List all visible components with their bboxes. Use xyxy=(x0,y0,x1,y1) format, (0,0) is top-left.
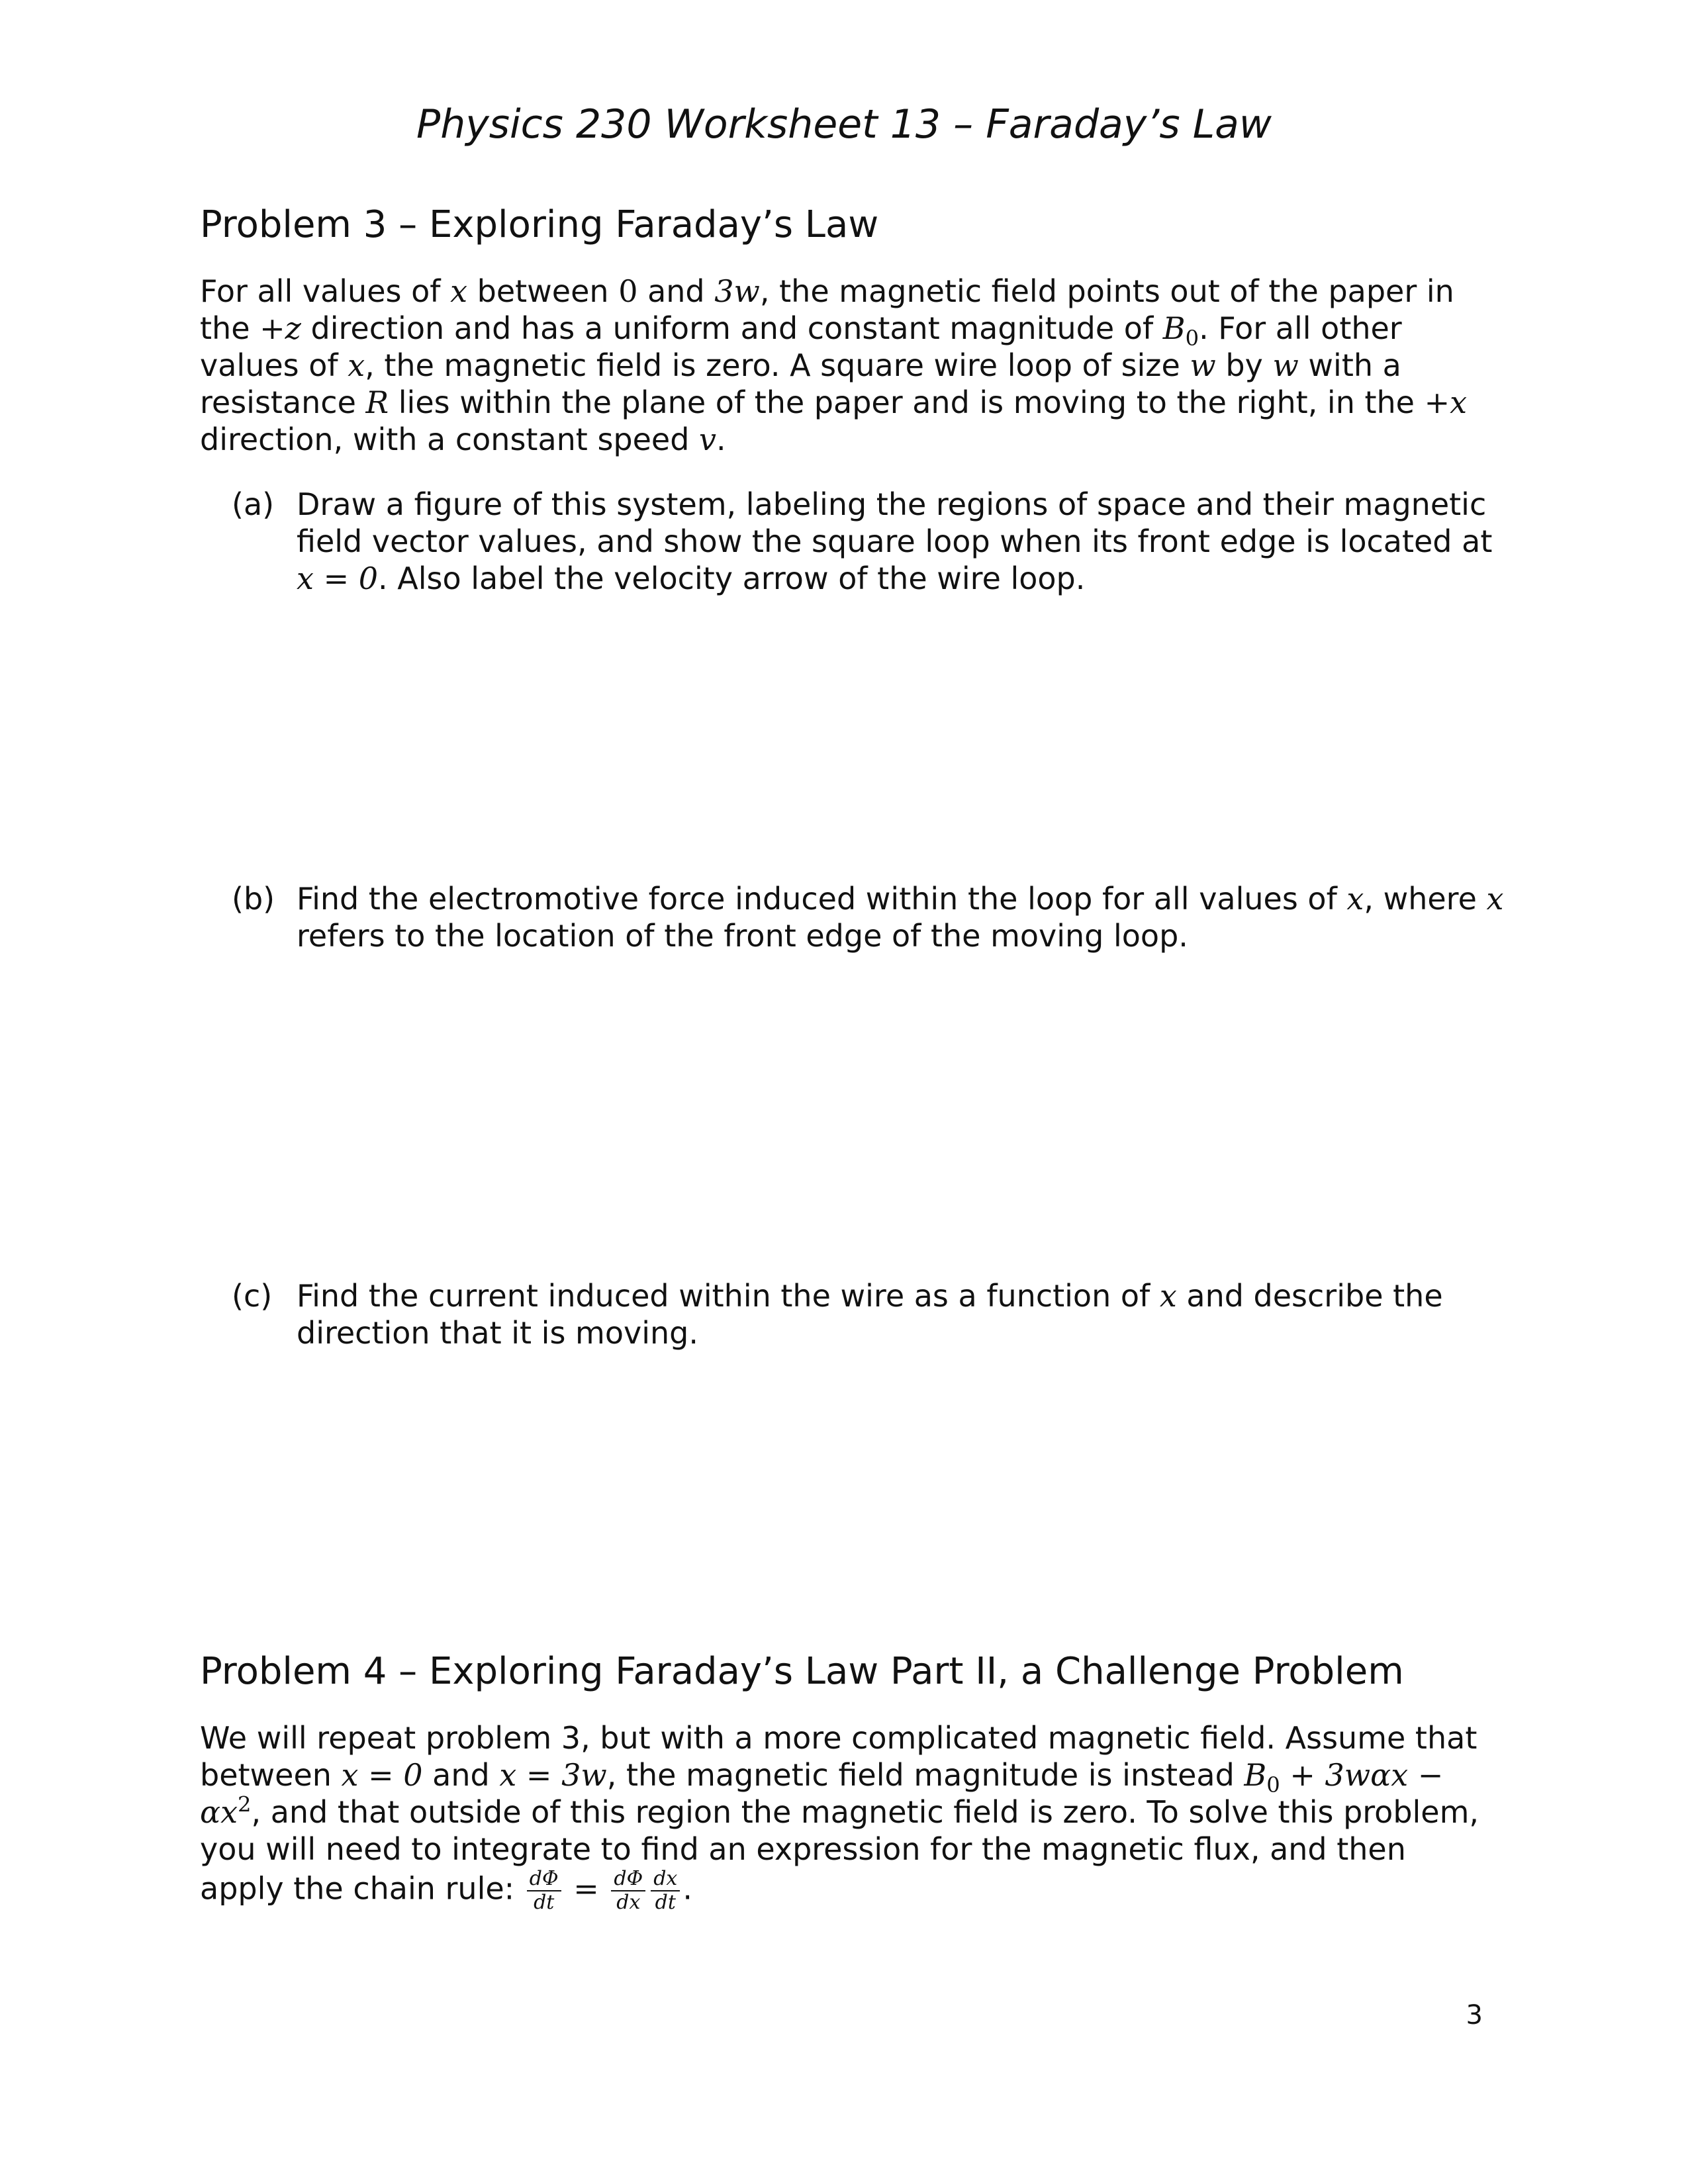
math-r: R xyxy=(365,385,389,420)
math-3w: 3w xyxy=(714,273,760,309)
body-text: We will repeat problem 3, but with a more complicated magnetic field. Assume that between xyxy=(200,1720,1477,1793)
problem-3-title: Problem 3 – Exploring Faraday’s Law xyxy=(200,203,879,246)
page-number: 3 xyxy=(1466,2000,1483,2030)
fraction-dphi-dx: $\frac{d\Phi}{dx}$ xyxy=(611,1868,645,1914)
intro-text: direction and has a uniform and constant magnitude of xyxy=(301,310,1163,346)
question-b-label: (b) xyxy=(232,881,275,917)
intro-text: and xyxy=(637,273,715,309)
math-x-equals-0: x = 0 xyxy=(297,561,378,596)
body-text: , and that outside of this region the magnetic field is zero. To solve this problem, you will need to integrate to find an expression for the magnetic flux, and then apply the chain rule: xyxy=(200,1794,1479,1907)
fraction-dphi-dt: $\frac{d\Phi}{dt}$ xyxy=(527,1868,561,1914)
math-x: x xyxy=(348,347,365,383)
intro-text: . xyxy=(716,422,726,457)
math-w: w xyxy=(1272,347,1299,383)
intro-text: direction, with a constant speed xyxy=(200,422,700,457)
math-plus-z: +z xyxy=(259,310,301,346)
math-plus-x: +x xyxy=(1424,385,1468,420)
question-b-text: Find the electromotive force induced within the loop for all values of x, where x refers to the location of the front edge of the moving loop. xyxy=(297,881,1504,954)
problem-4-section xyxy=(200,1645,1497,1698)
question-a-text: Draw a figure of this system, labeling the regions of space and their magnetic field vector values, and show the square loop when its front edge is located at x = 0. Also label the velocity arrow of the wire loop. xyxy=(297,486,1493,596)
intro-text: For all values of xyxy=(200,273,451,309)
math-x: x xyxy=(1346,881,1364,917)
body-text: and xyxy=(422,1757,500,1793)
intro-text: lies within the plane of the paper and is moving to the right, in the xyxy=(389,385,1425,420)
intro-text: . For all other values of xyxy=(200,310,1402,383)
worksheet-title: Physics 230 Worksheet 13 – Faraday’s Law xyxy=(416,101,1272,148)
problem-4-body xyxy=(200,1719,1497,1914)
math-zero: 0 xyxy=(618,273,638,309)
question-c-text: Find the current induced within the wire as a function of x and describe the direction that it is moving. xyxy=(297,1278,1443,1351)
math-field-expression: $B_0 + 3w\alpha x - \alpha x^2$ xyxy=(200,1757,1444,1830)
problem-3-section xyxy=(200,199,1497,251)
intro-text: with a resistance xyxy=(200,347,1401,420)
question-c xyxy=(232,1277,1509,1351)
intro-text: , the magnetic field points out of the paper in the xyxy=(200,273,1454,346)
body-text: , the magnetic field magnitude is instead xyxy=(606,1757,1244,1793)
math-x: x xyxy=(1159,1278,1177,1314)
math-w: w xyxy=(1190,347,1216,383)
math-x-equals-3w: x = 3w xyxy=(499,1757,607,1793)
equals-sign: = xyxy=(563,1870,609,1907)
math-b0: $B_0$ xyxy=(1162,310,1199,351)
intro-text: between xyxy=(467,273,619,309)
problem-3-intro xyxy=(200,273,1497,458)
intro-text: , the magnetic field is zero. A square wire loop of size xyxy=(365,347,1190,383)
math-x-equals-0: x = 0 xyxy=(341,1757,423,1793)
math-v: v xyxy=(699,422,717,457)
math-x: x xyxy=(1486,881,1504,917)
question-b xyxy=(232,880,1509,954)
question-c-label: (c) xyxy=(232,1278,273,1314)
fraction-dx-dt: $\frac{dx}{dt}$ xyxy=(651,1868,680,1914)
question-a-label: (a) xyxy=(232,486,275,522)
body-text: . xyxy=(682,1870,692,1907)
question-a xyxy=(232,486,1509,597)
intro-text: by xyxy=(1215,347,1273,383)
problem-4-title: Problem 4 – Exploring Faraday’s Law Part II, a Challenge Problem xyxy=(200,1650,1404,1693)
math-x: x xyxy=(450,273,468,309)
